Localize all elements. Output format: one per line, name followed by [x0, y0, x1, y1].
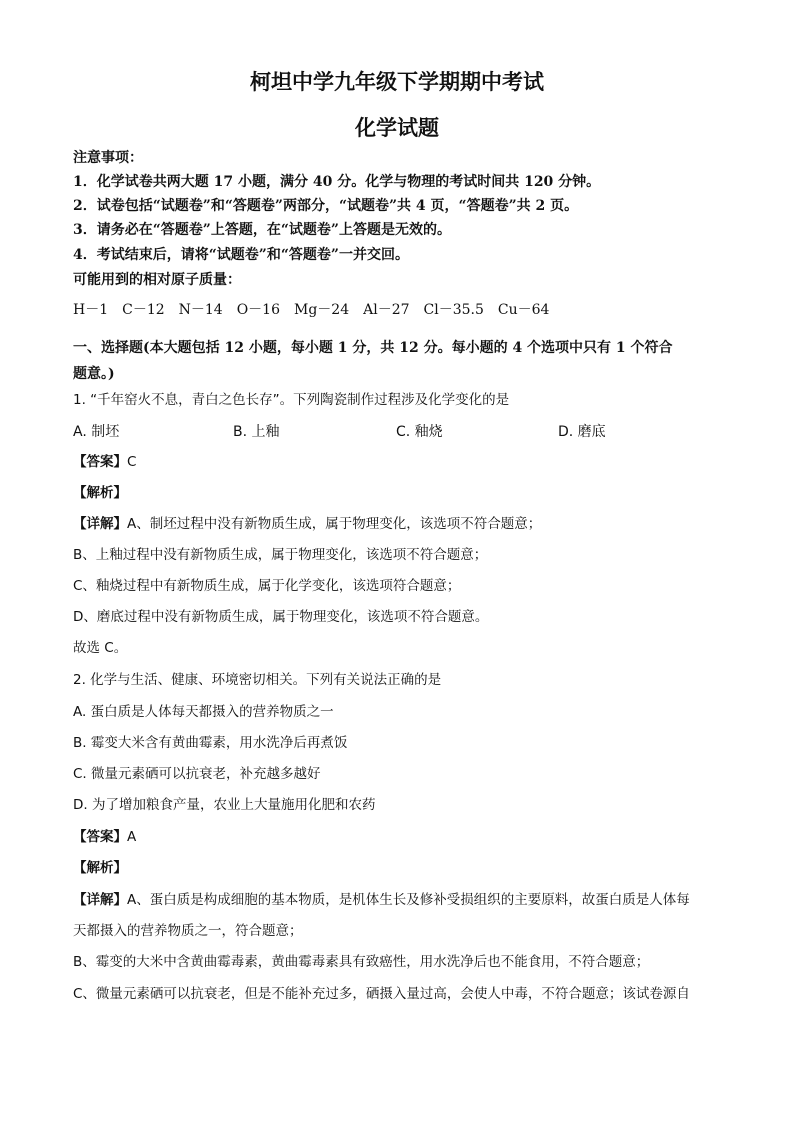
- detail-line: 故选 C。: [73, 640, 128, 656]
- question-2-option-a: A. 蛋白质是人体每天都摄入的营养物质之一: [73, 704, 334, 720]
- detail-line: A、蛋白质是构成细胞的基本物质，是机体生长及修补受损组织的主要原料，故蛋白质是人体每: [127, 892, 690, 908]
- analysis-tag: 【解析】: [73, 860, 127, 876]
- question-2-option-d: D. 为了增加粮食产量，农业上大量施用化肥和农药: [73, 797, 376, 813]
- detail-tag: 【详解】: [73, 892, 127, 908]
- question-1-option-a: A. 制坯: [73, 424, 120, 440]
- detail-line: D、磨底过程中没有新物质生成，属于物理变化，该选项不符合题意。: [73, 609, 489, 625]
- answer-tag: 【答案】: [73, 454, 127, 470]
- notice-item: 1．化学试卷共两大题 17 小题，满分 40 分。化学与物理的考试时间共 120 分钟。: [73, 174, 601, 190]
- question-1-detail: [73, 514, 733, 534]
- page-subtitle: 化学试题: [355, 115, 439, 140]
- page-title: 柯坦中学九年级下学期期中考试: [250, 69, 544, 94]
- answer-tag: 【答案】: [73, 829, 127, 845]
- notice-item: 2．试卷包括“试题卷”和“答题卷”两部分，“试题卷”共 4 页，“答题卷”共 2 页。: [73, 198, 579, 214]
- detail-line: B、霉变的大米中含黄曲霉毒素，黄曲霉毒素具有致癌性，用水洗净后也不能食用，不符合题意；: [73, 954, 650, 970]
- atomic-mass-heading: 可能用到的相对原子质量：: [73, 272, 241, 288]
- answer-value: C: [127, 454, 137, 470]
- detail-tag: 【详解】: [73, 516, 127, 532]
- question-1-answer: [73, 452, 733, 472]
- detail-line: C、釉烧过程中有新物质生成，属于化学变化，该选项符合题意；: [73, 578, 461, 594]
- section-heading-cont: 题意。): [73, 366, 115, 382]
- question-1-option-b: B. 上釉: [233, 424, 280, 440]
- notice-item: 3．请务必在“答题卷”上答题，在“试题卷”上答题是无效的。: [73, 222, 451, 238]
- question-2-detail: [73, 890, 733, 910]
- question-1-option-c: C. 釉烧: [396, 424, 443, 440]
- notice-heading: 注意事项：: [73, 150, 143, 166]
- section-heading: 一、选择题(本大题包括 12 小题，每小题 1 分，共 12 分。每小题的 4 个选项中只有 1 个符合: [73, 340, 673, 356]
- question-2-stem: 2. 化学与生活、健康、环境密切相关。下列有关说法正确的是: [73, 672, 442, 688]
- detail-line: B、上釉过程中没有新物质生成，属于物理变化，该选项不符合题意；: [73, 547, 488, 563]
- detail-line: A、制坯过程中没有新物质生成，属于物理变化，该选项不符合题意；: [127, 516, 542, 532]
- answer-value: A: [127, 829, 137, 845]
- question-2-option-b: B. 霉变大米含有黄曲霉素，用水洗净后再煮饭: [73, 735, 348, 751]
- atomic-mass-list: H－1 C－12 N－14 O－16 Mg－24 Al－27 Cl－35.5 Cu－64: [73, 302, 550, 318]
- question-2-answer: [73, 827, 733, 847]
- detail-line: 天都摄入的营养物质之一，符合题意；: [73, 923, 303, 939]
- analysis-tag: 【解析】: [73, 485, 127, 501]
- notice-item: 4．考试结束后，请将“试题卷”和“答题卷”一并交回。: [73, 247, 409, 263]
- question-2-option-c: C. 微量元素硒可以抗衰老，补充越多越好: [73, 766, 321, 782]
- detail-line: C、微量元素硒可以抗衰老，但是不能补充过多，硒摄入量过高，会使人中毒，不符合题意；该试卷源自: [73, 986, 690, 1002]
- question-1-stem: 1. “千年窑火不息，青白之色长存”。下列陶瓷制作过程涉及化学变化的是: [73, 392, 510, 408]
- question-1-option-d: D. 磨底: [558, 424, 606, 440]
